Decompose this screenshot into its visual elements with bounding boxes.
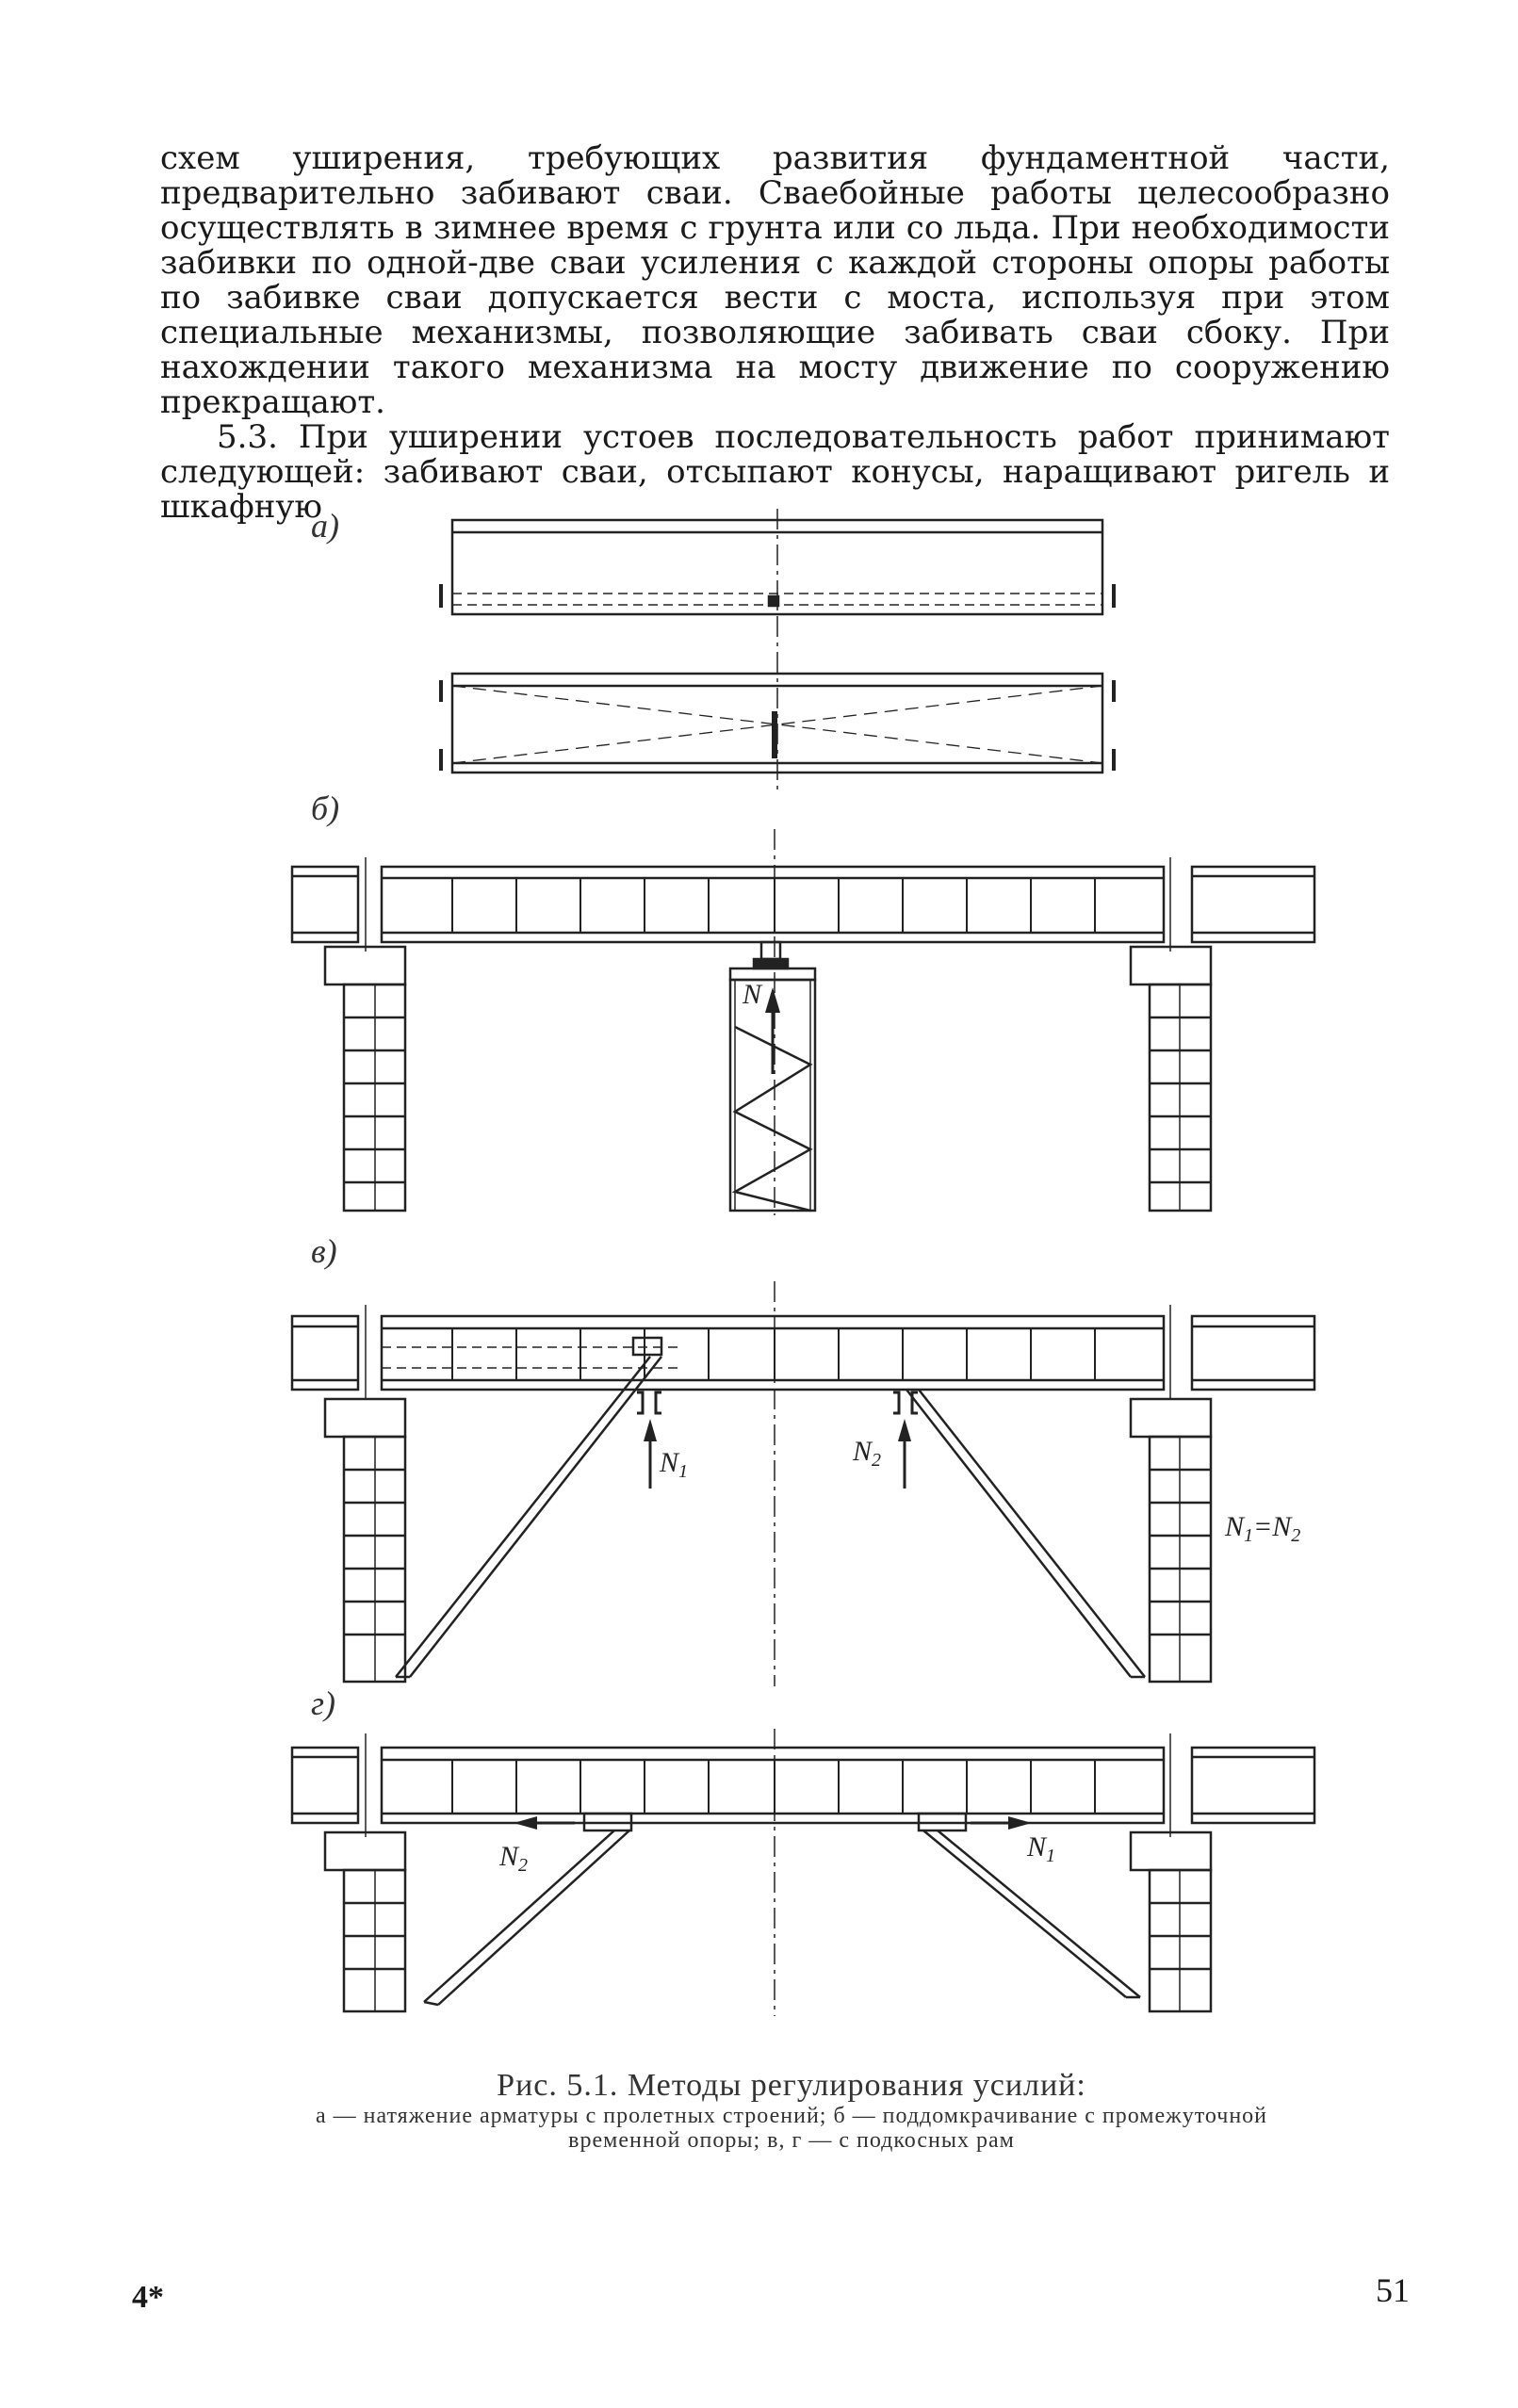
pier-left-b <box>325 947 405 1211</box>
span-deck-b <box>292 857 1314 952</box>
pier-right-g <box>1131 1832 1211 2011</box>
panel-label-a: а) <box>311 507 339 545</box>
panel-label-b: б) <box>311 789 340 827</box>
span-deck-v <box>292 1305 1314 1399</box>
panel-label-v: в) <box>311 1232 337 1270</box>
force-label-N1-g: $N_1$ <box>1027 1831 1056 1866</box>
signature-mark: 4* <box>132 2280 164 2315</box>
force-equality-label: $N_1=N_2$ <box>1225 1511 1301 1546</box>
caption-title: Рис. 5.1. Методы регулирования усилий: <box>497 2068 1086 2103</box>
page-number: 51 <box>1376 2271 1410 2309</box>
caption-line-1: а — натяжение арматуры с пролетных строений; б — поддомкрачивание с промежуточной <box>315 2104 1268 2128</box>
panel-label-g: г) <box>311 1684 336 1722</box>
pier-left-g <box>325 1832 405 2011</box>
strut-right-v <box>893 1390 1145 1677</box>
force-label-N2-g: $N_2$ <box>499 1841 529 1876</box>
figure-caption <box>160 2068 1423 2153</box>
force-label-N: N <box>743 979 762 1010</box>
paragraph-1: схем уширения, требующих развития фундаментной части, предварительно забивают сваи. Сваебойные работы целесообразно осуществлять в зимнее время с грунта или со льда. При необходимости забивки по одной-две сваи усиления с каждой стороны опоры работы по забивке сваи допускается вести с моста, используя при этом специальные механизмы, позволяющие забивать сваи сбоку. При нахождении такого механизма на мосту движение по сооружению прекращают. <box>160 139 1390 421</box>
span-elevation-a <box>441 520 1114 614</box>
pier-right-v <box>1131 1399 1211 1682</box>
figure-5-1 <box>0 471 1518 2054</box>
caption-line-2: временной опоры; в, г — с подкосных рам <box>568 2128 1015 2153</box>
body-text <box>160 141 1390 525</box>
force-label-N1-v: $N_1$ <box>660 1447 689 1482</box>
force-label-N2-v: $N_2$ <box>853 1436 882 1471</box>
span-deck-g <box>292 1733 1314 1837</box>
pier-left-v <box>325 1399 405 1682</box>
paragraph-2: 5.3. При уширении устоев последовательность работ принимают следующей: забивают сваи, отсыпают конусы, наращивают ригель и шкафную <box>160 418 1390 526</box>
pier-right-b <box>1131 947 1211 1211</box>
